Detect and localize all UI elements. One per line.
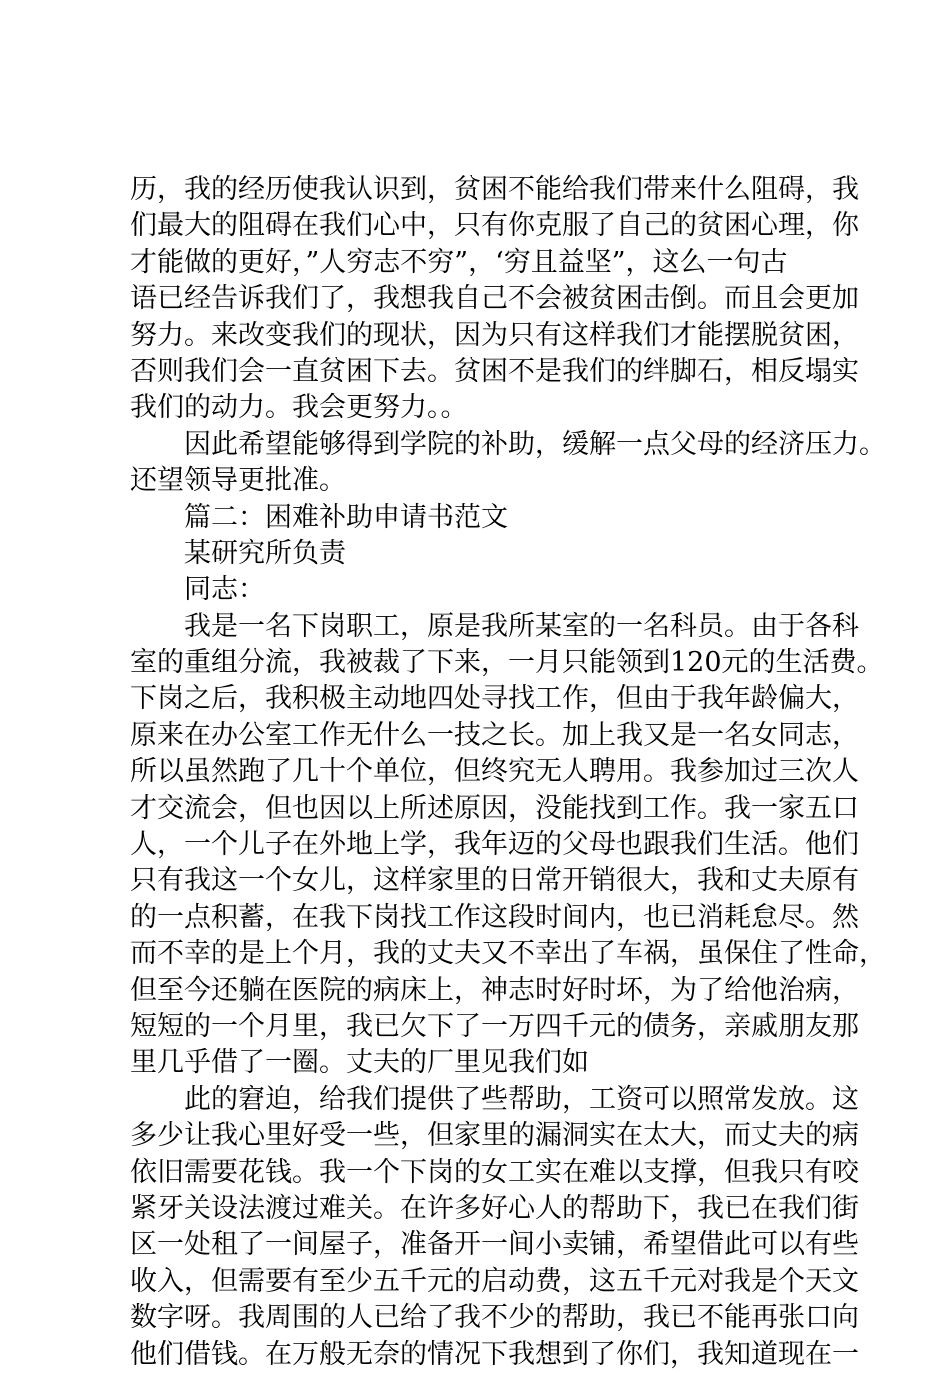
text-line: 努力。来改变我们的现状，因为只有这样我们才能摆脱贫困， xyxy=(130,319,859,351)
text-line: 才能做的更好，”人穷志不穷”，‘穷且益坚”，这么一句古 xyxy=(130,246,788,278)
text-line: 我们的动力。我会更努力。。 xyxy=(130,392,468,424)
body-text xyxy=(130,172,886,1373)
text-line: 短短的一个月里，我已欠下了一万四千元的债务，亲戚朋友那 xyxy=(130,1010,859,1042)
text-line: 还望领导更批准。 xyxy=(130,465,346,497)
text-line: 语已经告诉我们了，我想我自己不会被贫困击倒。而且会更加 xyxy=(130,283,859,315)
text-line: 我是一名下岗职工，原是我所某室的一名科员。由于各科 xyxy=(184,610,859,642)
text-line: 同志： xyxy=(184,574,265,606)
text-line: 只有我这一个女儿，这样家里的日常开销很大，我和丈夫原有 xyxy=(130,865,859,897)
text-line: 原来在办公室工作无什么一技之长。加上我又是一名女同志， xyxy=(130,719,859,751)
text-line: 篇二：困难补助申请书范文 xyxy=(184,501,508,533)
text-line: 但至今还躺在医院的病床上，神志时好时坏，为了给他治病， xyxy=(130,974,859,1006)
text-line: 历，我的经历使我认识到，贫困不能给我们带来什么阻碍，我 xyxy=(130,174,859,205)
text-line: 才交流会，但也因以上所述原因，没能找到工作。我一家五口 xyxy=(130,792,859,824)
text-line: 人，一个儿子在外地上学，我年迈的父母也跟我们生活。他们 xyxy=(130,829,859,861)
text-line: 此的窘迫，给我们提供了些帮助，工资可以照常发放。这 xyxy=(184,1083,859,1115)
text-line: 而不幸的是上个月，我的丈夫又不幸出了车祸，虽保住了性命， xyxy=(130,938,886,970)
text-line: 依旧需要花钱。我一个下岗的女工实在难以支撑，但我只有咬 xyxy=(130,1156,859,1188)
text-line: 否则我们会一直贫困下去。贫困不是我们的绊脚石，相反塌实 xyxy=(130,355,859,387)
text-line: 区一处租了一间屋子，准备开一间小卖铺，希望借此可以有些 xyxy=(130,1229,859,1261)
text-line: 里几乎借了一圈。丈夫的厂里见我们如 xyxy=(130,1047,589,1079)
text-line: 室的重组分流，我被裁了下来，一月只能领到120元的生活费。 xyxy=(130,647,884,679)
text-line: 某研究所负责 xyxy=(184,537,346,569)
text-line: 数字呀。我周围的人已给了我不少的帮助，我已不能再张口向 xyxy=(130,1302,859,1334)
text-line: 收入，但需要有至少五千元的启动费，这五千元对我是个天文 xyxy=(130,1265,859,1297)
text-line: 下岗之后，我积极主动地四处寻找工作，但由于我年龄偏大， xyxy=(130,683,859,715)
text-line: 因此希望能够得到学院的补助，缓解一点父母的经济压力。 xyxy=(184,428,886,460)
text-line: 多少让我心里好受一些，但家里的漏洞实在太大，而丈夫的病 xyxy=(130,1120,859,1152)
text-line: 他们借钱。在万般无奈的情况下我想到了你们，我知道现在一 xyxy=(130,1338,859,1370)
text-line: 所以虽然跑了几十个单位，但终究无人聘用。我参加过三次人 xyxy=(130,756,859,788)
text-line: 紧牙关设法渡过难关。在许多好心人的帮助下，我已在我们街 xyxy=(130,1192,859,1224)
text-line: 的一点积蓄，在我下岗找工作这段时间内，也已消耗怠尽。然 xyxy=(130,901,859,933)
text-line: 们最大的阻碍在我们心中，只有你克服了自己的贫困心理，你 xyxy=(130,210,859,242)
